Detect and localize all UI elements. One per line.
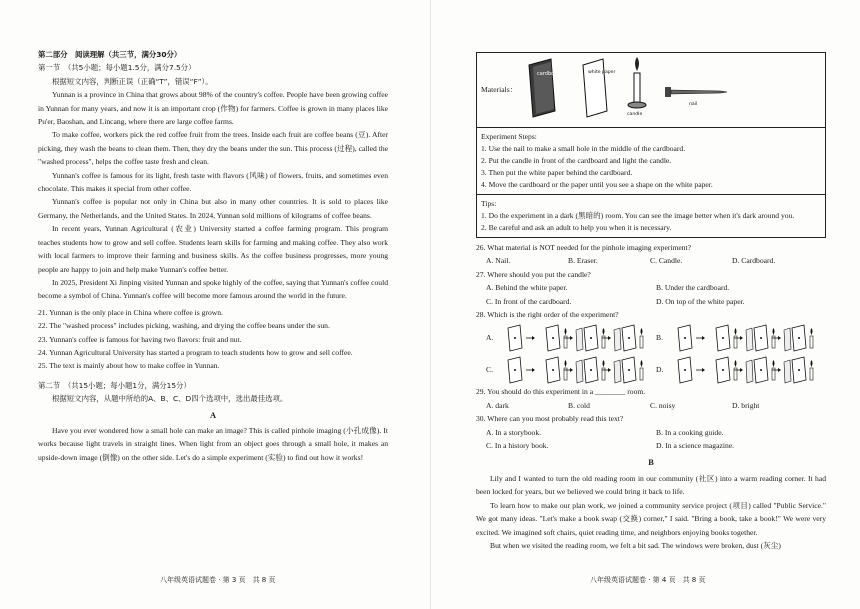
option: A. In a storybook.: [486, 427, 542, 437]
options-27: [476, 281, 826, 294]
option: D. On top of the white paper.: [656, 296, 745, 306]
option: C. In a history book.: [486, 441, 549, 451]
step: 4. Move the cardboard or the paper until you see a shape on the white paper.: [481, 180, 713, 189]
statement: 24. Yunnan Agricultural University has started a program to teach students how to grow and sell coffee.: [38, 347, 353, 357]
step-frame: [716, 325, 737, 351]
section1-title: 第一节 （共5小题；每小题1.5分，满分7.5分）: [38, 63, 196, 73]
sequence-c-icon: [496, 354, 656, 384]
step-frame: [614, 325, 643, 351]
cardboard-icon: [529, 59, 562, 117]
step-frame: [508, 325, 522, 351]
page-fold: [430, 0, 431, 609]
material-label: white paper: [588, 70, 616, 75]
step-frame: [678, 325, 692, 351]
option: D. In a science magazine.: [656, 441, 735, 451]
sequence-d-icon: [666, 354, 826, 384]
passage-a-text: Have you ever wondered how a small hole can make an image? This is called pinhole imaging (小孔成像). It works because light travels in straight lines. When light from an object goes through a small hole, it makes an upside-down image (倒像) on the other side. Let's do a simple experiment (实验) to find out how it works!: [38, 425, 388, 462]
option-label: D.: [656, 364, 664, 374]
section2-instructions: 根据短文内容，从题中所给的A、B、C、D四个选项中，选出最佳选项。: [52, 394, 288, 404]
option: B. Under the cardboard.: [656, 283, 730, 293]
option-label: A.: [486, 332, 494, 342]
options-30: [476, 426, 826, 439]
sequence-b-icon: [666, 322, 826, 352]
order-option-c: [486, 353, 656, 385]
question-29: 29. You should do this experiment in a ________ room.: [476, 387, 646, 397]
step-frame: [784, 325, 813, 351]
option: D. Cardboard.: [732, 256, 776, 266]
material-label: candle: [627, 112, 643, 117]
paragraph: Yunnan is a province in China that grows about 98% of the country's coffee. People have been growing coffee in Yunnan for many years, and now it is an important crop (作物) for farmers. Coffee is grown in many places like Pu'er, Baoshan, and Lincang, where there are large coffee farms.: [38, 90, 388, 127]
paragraph: In recent years, Yunnan Agricultural (农业) University started a coffee farming program. This program teaches students how to grow and sell coffee. Students learn skills for farming and making coffee. They also work with local farmers to improve their farming and business skills. As the coffee business progresses, more young people are happy to join and help make Yunnan's coffee better.: [38, 224, 388, 274]
step-frame: [746, 325, 775, 351]
materials-row: [477, 53, 825, 128]
passage-a-label: A: [209, 410, 217, 420]
section2-title: 第二节 （共15小题；每小题1分，满分15分）: [38, 380, 191, 390]
option: A. dark: [486, 400, 509, 410]
materials-illustration: [525, 57, 785, 123]
tip: 1. Do the experiment in a dark (黑暗的) room. You can see the image better when it's dark around you.: [481, 211, 795, 220]
material-label: nail: [689, 102, 698, 107]
options-29: [476, 399, 826, 412]
question-28: 28. Which is the right order of the experiment?: [476, 310, 619, 320]
option: C. noisy: [650, 400, 676, 410]
option: B. In a cooking guide.: [656, 427, 724, 437]
options-30: [476, 439, 826, 452]
step-frame: [678, 357, 692, 383]
left-page: [38, 48, 388, 464]
paragraph: In 2025, President Xi Jinping visited Yunnan and spoke highly of the coffee, saying that Yunnan's coffee could become a symbol of China. Yunnan's coffee will become more famous around the world in the future.: [38, 277, 388, 301]
tips-title: Tips:: [481, 199, 497, 208]
experiment-tips: [477, 195, 825, 237]
page-footer-right: 八年级英语试题卷 · 第 4 页 共 8 页: [590, 576, 706, 584]
arrow-icon: [526, 368, 535, 372]
paragraph: To learn how to make our plan work, we joined a community service project (项目) called "Public Service." We got many ideas. "Let's make a book swap (交换) corner," I said. "Bring a book, take a book!" We were very excited. We imagined soft chairs, quiet reading time, and neighbors enjoying books together.: [476, 500, 826, 537]
step: 3. Then put the white paper behind the cardboard.: [481, 168, 633, 177]
paragraph: Yunnan's coffee is famous for its light, fresh taste with flavors (风味) of flowers, fruits, and sometimes even chocolate. This makes it special from other coffee.: [38, 170, 388, 194]
option: D. bright: [732, 400, 760, 410]
step: 2. Put the candle in front of the cardboard and light the candle.: [481, 156, 672, 165]
question-26: 26. What material is NOT needed for the pinhole imaging experiment?: [476, 243, 692, 252]
option: A. Behind the white paper.: [486, 283, 568, 293]
tip: 2. Be careful and ask an adult to help you when it is necessary.: [481, 223, 672, 232]
option: C. Candle.: [650, 256, 683, 266]
step-frame: [546, 325, 567, 351]
sequence-a-icon: [496, 322, 656, 352]
options-27: [476, 295, 826, 308]
question-27: 27. Where should you put the candle?: [476, 269, 591, 279]
paragraph: Lily and I wanted to turn the old reading room in our community (社区) into a warm reading corner. It had been locked for years, but we believed we could bring it back to life.: [476, 473, 826, 497]
material-label: cardboard: [537, 71, 563, 77]
step-frame: [716, 357, 737, 383]
paragraph: Yunnan's coffee is popular not only in China but also in many other countries. It is sold to places like Germany, the Netherlands, and the United States. In 2024, Yunnan sold millions of kilograms of coffee beans.: [38, 197, 388, 220]
option: C. In front of the cardboard.: [486, 296, 572, 306]
nail-icon: [665, 87, 727, 107]
arrow-icon: [696, 336, 705, 340]
questions-26-30: [476, 241, 826, 452]
steps-title: Experiment Steps:: [481, 132, 537, 141]
statement: 23. Yunnan's coffee is famous for having two flavors: fruit and nut.: [38, 334, 242, 344]
step-frame: [576, 325, 605, 351]
paragraph: But when we visited the reading room, we felt a bit sad. The windows were broken, dust (灰尘): [490, 540, 781, 550]
section1-instructions: 根据短文内容，判断正误（正确“T”，错误“F”）。: [52, 76, 213, 86]
step-frame: [576, 357, 605, 383]
step-frame: [614, 357, 643, 383]
order-option-b: [656, 321, 826, 353]
experiment-box: [476, 52, 826, 238]
step: 1. Use the nail to make a small hole in the middle of the cardboard.: [481, 144, 686, 153]
statement: 21. Yunnan is the only place in China where coffee is grown.: [38, 307, 223, 317]
order-diagrams: [476, 321, 826, 385]
option-label: B.: [656, 332, 663, 342]
option: A. Nail.: [486, 256, 511, 266]
options-26: [476, 254, 826, 267]
candle-icon: [627, 57, 646, 117]
step-frame: [784, 357, 813, 383]
option-label: C.: [486, 364, 493, 374]
white-paper-icon: [583, 59, 616, 117]
experiment-steps: [477, 128, 825, 195]
order-option-a: [486, 321, 656, 353]
arrow-icon: [696, 368, 705, 372]
option: B. cold: [568, 400, 590, 410]
right-page: [476, 52, 826, 552]
order-option-d: [656, 353, 826, 385]
statement: 25. The text is mainly about how to make coffee in Yunnan.: [38, 361, 220, 371]
true-false-statements: [38, 306, 388, 373]
passage-b-label: B: [648, 458, 654, 468]
step-frame: [746, 357, 775, 383]
question-30: 30. Where can you most probably read this text?: [476, 414, 624, 424]
coffee-passage: [38, 88, 388, 303]
statement: 22. The "washed process" includes picking, washing, and drying the coffee beans under the sun.: [38, 321, 330, 331]
step-frame: [546, 357, 567, 383]
passage-b: [476, 472, 826, 552]
page-footer-left: 八年级英语试题卷 · 第 3 页 共 8 页: [160, 576, 276, 584]
part-title: 第二部分 阅读理解（共三节，满分30分）: [38, 50, 182, 59]
materials-label: Materials：: [481, 85, 518, 94]
paragraph: To make coffee, workers pick the red coffee fruit from the trees. Inside each fruit are coffee beans (豆). After picking, they wash the beans to clean them. Then, they dry the beans under the sun. This process (过程), called the "washed process", helps the coffee taste fresh and clean.: [38, 130, 388, 167]
option: B. Eraser.: [568, 256, 598, 266]
step-frame: [508, 357, 522, 383]
arrow-icon: [526, 336, 535, 340]
